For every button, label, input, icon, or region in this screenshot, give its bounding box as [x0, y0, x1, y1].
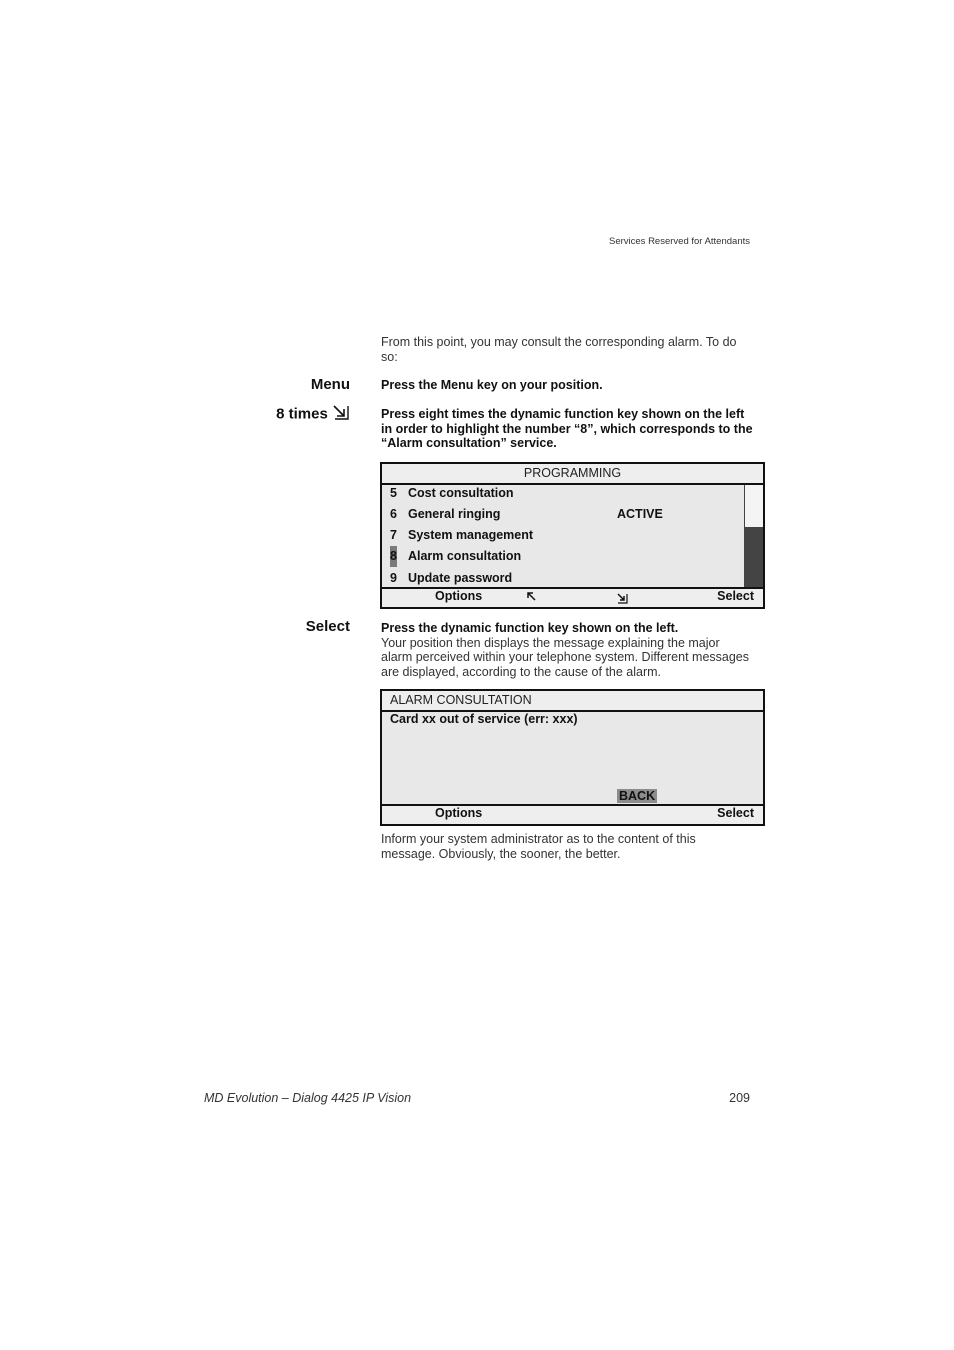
programming-title: PROGRAMMING [382, 464, 763, 485]
list-scrollbar[interactable] [744, 485, 763, 590]
menu-key-label: Menu [310, 376, 350, 393]
eight-times-label [210, 404, 350, 425]
page-number: 209 [729, 1091, 750, 1105]
alarm-softkeys [382, 804, 763, 824]
menu-item-5[interactable]: 5 Cost consultation [390, 486, 514, 500]
scrollbar-thumb[interactable] [745, 527, 763, 590]
options-softkey[interactable]: Options [435, 589, 483, 603]
running-header: Services Reserved for Attendants [609, 236, 750, 247]
programming-list [382, 485, 763, 591]
dynamic-function-key-icon [332, 404, 350, 425]
alarm-title: ALARM CONSULTATION [382, 691, 763, 712]
arrow-up-icon[interactable] [525, 590, 537, 605]
programming-softkeys [382, 587, 763, 607]
select-softkey[interactable]: Select [717, 589, 754, 603]
menu-item-8-highlighted[interactable]: 8 Alarm consultation [390, 546, 521, 567]
select-instruction [381, 621, 753, 679]
eight-times-instruction: Press eight times the dynamic function key shown on the left in order to highlight the number “8”, which corresponds to the “Alarm consultation” service. [381, 407, 753, 450]
select-instruction-bold: Press the dynamic function key shown on the left. [381, 621, 679, 635]
select-softkey[interactable]: Select [717, 806, 754, 820]
select-key-label: Select [305, 618, 350, 635]
closing-text: Inform your system administrator as to the content of this message. Obviously, the sooner, the better. [381, 832, 696, 861]
intro-text: From this point, you may consult the corresponding alarm. To do so: [381, 335, 737, 364]
menu-instruction: Press the Menu key on your position. [381, 378, 603, 392]
programming-display [380, 462, 765, 609]
options-softkey[interactable]: Options [435, 806, 483, 820]
menu-item-9[interactable]: 9 Update password [390, 571, 513, 585]
alarm-message: Card xx out of service (err: xxx) [390, 712, 578, 726]
arrow-down-icon[interactable] [616, 592, 628, 607]
alarm-display [380, 689, 765, 826]
ringing-status: ACTIVE [617, 507, 663, 521]
footer-title: MD Evolution – Dialog 4425 IP Vision [204, 1091, 412, 1105]
menu-item-7[interactable]: 7 System management [390, 528, 534, 542]
back-button[interactable]: BACK [619, 789, 656, 803]
highlighted-number: 8 [390, 546, 397, 567]
eight-times-text: 8 times [276, 405, 328, 423]
select-instruction-detail: Your position then displays the message explaining the major alarm perceived within your telephone system. Different messages are displayed, according to the cause of the alarm. [381, 635, 749, 679]
menu-item-6[interactable]: 6 General ringing [390, 507, 501, 521]
